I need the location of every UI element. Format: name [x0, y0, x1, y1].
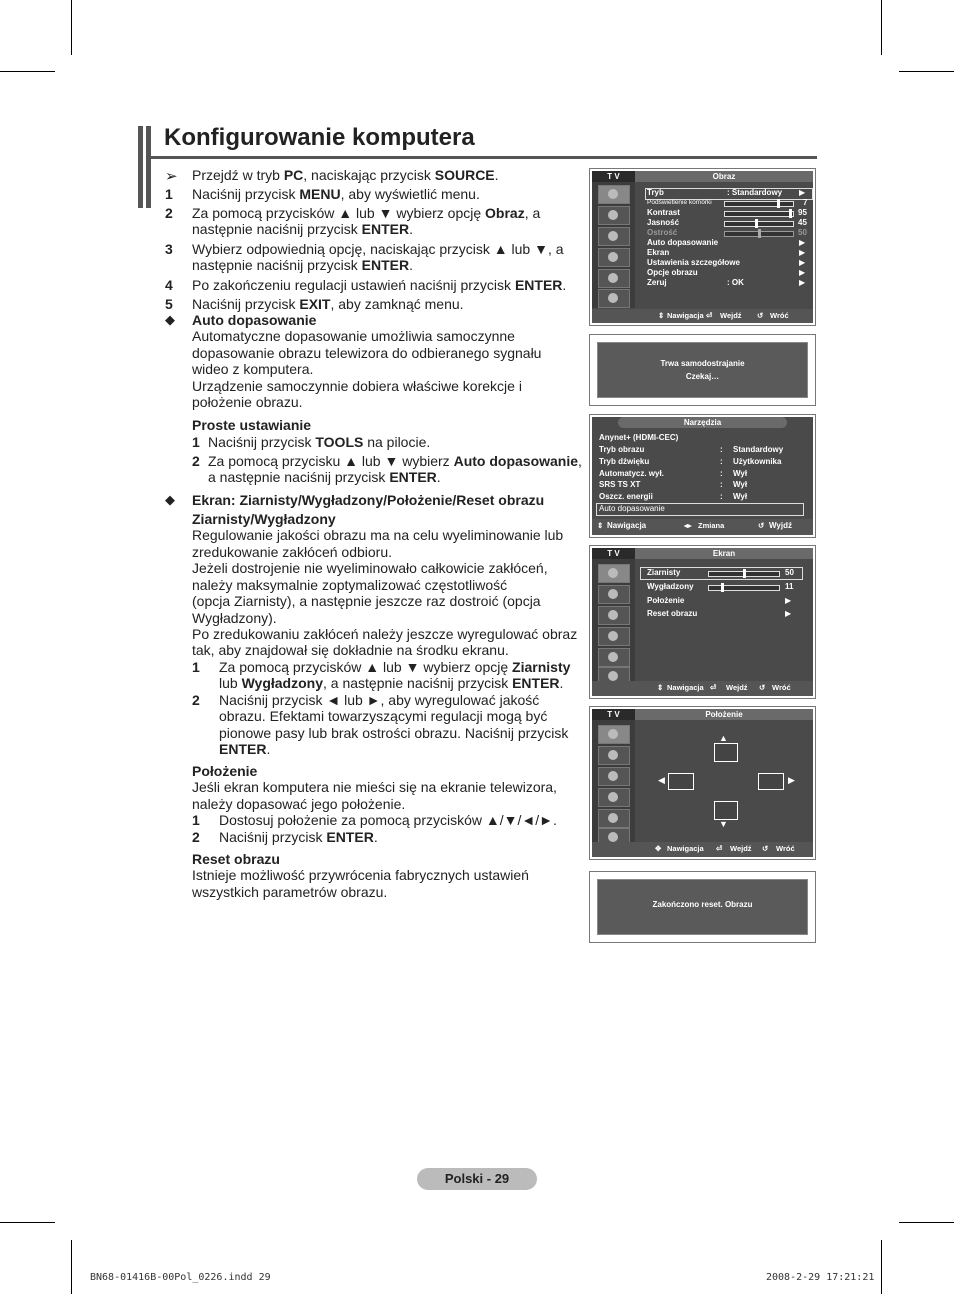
input-icon[interactable] — [598, 809, 630, 828]
menu-item-reset-value: : OK — [727, 278, 744, 287]
crop-mark — [0, 71, 55, 72]
arrow-right-icon[interactable]: ▶ — [788, 775, 795, 785]
step-3: następnie naciśnij przycisk ENTER. — [192, 257, 413, 273]
brightness-slider[interactable] — [724, 221, 794, 227]
picture-icon[interactable] — [598, 564, 630, 583]
input-icon[interactable] — [598, 648, 630, 667]
setup-icon[interactable] — [598, 627, 630, 646]
osd-screen-menu — [589, 545, 816, 699]
file-info: BN68-01416B-00Pol_0226.indd 29 — [90, 1272, 271, 1283]
crop-mark — [0, 1222, 55, 1223]
step-number: 1 — [192, 659, 200, 675]
tv-label: T V — [592, 171, 635, 182]
intro-line: Przejdź w tryb PC, naciskając przycisk SOURCE. — [192, 167, 499, 183]
position-step-2: Naciśnij przycisk ENTER. — [219, 829, 378, 845]
print-timestamp: 2008-2-29 17:21:21 — [766, 1272, 875, 1283]
arrow-right-icon: ▶ — [785, 609, 792, 618]
slider-knob[interactable] — [789, 209, 792, 218]
menu-item-screen[interactable]: Ekran — [647, 248, 670, 257]
diamond-bullet-icon: ◆ — [165, 492, 175, 507]
enter-icon: ⏎ — [710, 683, 717, 692]
return-icon: ↺ — [758, 521, 765, 530]
step-number: 1 — [192, 434, 200, 450]
contrast-value: 95 — [798, 208, 807, 217]
grain-step-2: obrazu. Efektami towarzyszącymi regulacji mogą być — [219, 708, 548, 724]
return-icon: ↺ — [757, 311, 764, 320]
coarse-value: 50 — [785, 568, 794, 577]
arrow-right-icon: ▶ — [799, 268, 806, 277]
tools-value: Użytkownika — [733, 457, 782, 466]
menu-item-position[interactable]: Położenie — [647, 596, 685, 605]
position-step-1: Dostosuj położenie za pomocą przycisków ▲/▼/◄/►. — [219, 812, 557, 828]
grain-step-2: Naciśnij przycisk ◄ lub ►, aby wyregulować jakość — [219, 692, 540, 708]
paragraph-line: tak, aby znajdował się dokładnie na środku ekranu. — [192, 642, 509, 658]
grain-step-1: Za pomocą przycisków ▲ lub ▼ wybierz opcję Ziarnisty — [219, 659, 571, 675]
footer-change: Zmiana — [698, 521, 725, 530]
osd-header: Narzędzia — [618, 417, 787, 428]
easy-step-2: Za pomocą przycisku ▲ lub ▼ wybierz Auto dopasowanie, — [208, 453, 582, 469]
sub-heading: Położenie — [192, 763, 258, 779]
footer-back: Wróć — [776, 844, 795, 853]
sub-heading: Proste ustawianie — [192, 417, 312, 433]
fine-slider[interactable] — [708, 585, 780, 591]
step-number: 5 — [165, 296, 173, 312]
arrow-right-icon: ▶ — [799, 278, 806, 287]
footer-nav: Nawigacja — [667, 683, 704, 692]
position-right-box — [758, 773, 784, 790]
menu-item-mode-value: : Standardowy — [727, 188, 783, 197]
osd-footer — [592, 519, 813, 535]
step-2: następnie naciśnij przycisk ENTER. — [192, 221, 413, 237]
tools-item-auto-adjust[interactable]: Auto dopasowanie — [599, 504, 665, 513]
footer-nav: Nawigacja — [667, 311, 704, 320]
position-up-box — [714, 743, 738, 762]
step-1: Naciśnij przycisk MENU, aby wyświetlić menu. — [192, 186, 480, 202]
picture-icon[interactable] — [598, 185, 630, 204]
title-rule — [150, 156, 817, 159]
step-number: 2 — [165, 205, 173, 221]
tools-item-sound-mode[interactable]: Tryb dźwięku — [599, 457, 650, 466]
crop-mark — [899, 71, 954, 72]
slider-knob[interactable] — [743, 569, 746, 578]
paragraph-line: Istnieje możliwość przywrócenia fabrycznych ustawień — [192, 867, 529, 883]
osd-header: Położenie — [635, 709, 813, 720]
sound-icon[interactable] — [598, 585, 630, 604]
paragraph-line: dopasowanie obrazu telewizora do odbieranego sygnału — [192, 345, 542, 361]
return-icon: ↺ — [759, 683, 766, 692]
slider-knob[interactable] — [755, 219, 758, 228]
move-icon: ✥ — [655, 844, 662, 853]
diamond-bullet-icon: ◆ — [165, 312, 175, 327]
paragraph-line: Wygładzony). — [192, 610, 277, 626]
paragraph-line: Jeżeli dostrojenie nie wyeliminowało całkowicie zakłóceń, — [192, 560, 548, 576]
menu-item-contrast[interactable]: Kontrast — [647, 208, 680, 217]
tv-label: T V — [592, 709, 635, 720]
menu-item-brightness[interactable]: Jasność — [647, 218, 680, 227]
grain-step-1: lub Wygładzony, a następnie naciśnij przycisk ENTER. — [219, 675, 564, 691]
updown-icon: ⇕ — [657, 683, 664, 692]
paragraph-line: (opcja Ziarnisty), a następnie jeszcze raz dostroić (opcja — [192, 593, 541, 609]
tools-value: Wył — [733, 469, 748, 478]
tools-item-picture-mode[interactable]: Tryb obrazu — [599, 445, 645, 454]
step-4: Po zakończeniu regulacji ustawień naciśnij przycisk ENTER. — [192, 277, 567, 293]
tools-value: Wył — [733, 492, 748, 501]
osd-picture-menu — [589, 168, 816, 326]
crop-mark — [71, 1240, 72, 1294]
input-icon[interactable] — [598, 269, 630, 288]
arrow-up-icon[interactable]: ▲ — [719, 733, 728, 743]
fine-value: 11 — [785, 582, 794, 591]
footer-enter: Wejdź — [730, 844, 752, 853]
step-number: 2 — [192, 453, 200, 469]
setup-icon[interactable] — [598, 788, 630, 807]
paragraph-line: położenie obrazu. — [192, 394, 303, 410]
menu-item-detailed-settings[interactable]: Ustawienia szczegółowe — [647, 258, 740, 267]
paragraph-line: Regulowanie jakości obrazu ma na celu wyeliminowanie lub — [192, 527, 564, 543]
step-number: 3 — [165, 241, 173, 257]
arrow-down-icon[interactable]: ▼ — [719, 819, 728, 829]
osd-footer — [592, 681, 813, 696]
tools-item-anynet[interactable]: Anynet+ (HDMI-CEC) — [599, 433, 679, 442]
sub-heading: Ziarnisty/Wygładzony — [192, 511, 336, 527]
arrow-right-icon: ▶ — [799, 258, 806, 267]
paragraph-line: wszystkich parametrów obrazu. — [192, 884, 388, 900]
section-heading: Auto dopasowanie — [192, 312, 317, 328]
osd-sidebar — [592, 559, 635, 682]
application-icon[interactable] — [598, 289, 630, 308]
paragraph-line: Urządzenie samoczynnie dobiera właściwe korekcje i — [192, 378, 522, 394]
osd-tools-menu — [589, 414, 816, 538]
footer-nav: Nawigacja — [667, 844, 704, 853]
channel-icon[interactable] — [598, 227, 630, 246]
paragraph-line: należy dopasować jego położenie. — [192, 796, 406, 812]
separator: : — [720, 469, 723, 478]
separator: : — [720, 457, 723, 466]
section-heading: Ekran: Ziarnisty/Wygładzony/Położenie/Reset obrazu — [192, 492, 545, 508]
arrow-right-icon: ▶ — [785, 596, 792, 605]
step-number: 2 — [192, 692, 200, 708]
step-5: Naciśnij przycisk EXIT, aby zamknąć menu. — [192, 296, 464, 312]
updown-icon: ⇕ — [597, 521, 604, 530]
crop-mark — [71, 0, 72, 55]
paragraph-line: Jeśli ekran komputera nie mieści się na ekranie telewizora, — [192, 779, 557, 795]
osd-auto-adjust-message — [589, 334, 816, 406]
osd-reset-message — [589, 871, 816, 943]
sharpness-value: 50 — [798, 228, 807, 237]
paragraph-line: Automatyczne dopasowanie umożliwia samoczynne — [192, 328, 515, 344]
page-title: Konfigurowanie komputera — [164, 124, 475, 151]
sound-icon[interactable] — [598, 746, 630, 765]
osd-header: Obraz — [635, 171, 813, 182]
menu-item-mode[interactable]: Tryb — [647, 188, 664, 197]
enter-icon: ⏎ — [716, 844, 723, 853]
tools-item-srs[interactable]: SRS TS XT — [599, 480, 641, 489]
coarse-slider[interactable] — [708, 571, 780, 577]
step-number: 1 — [165, 186, 173, 202]
osd-sidebar — [592, 720, 635, 843]
arrow-right-icon: ▶ — [799, 238, 806, 247]
separator: : — [720, 445, 723, 454]
page-number-badge: Polski - 29 — [417, 1168, 537, 1190]
separator: : — [720, 480, 723, 489]
osd-footer — [592, 842, 813, 857]
backlight-value: 7 — [803, 198, 808, 207]
footer-nav: Nawigacja — [607, 521, 647, 530]
menu-item-image-reset[interactable]: Reset obrazu — [647, 609, 698, 618]
slider-knob[interactable] — [777, 199, 780, 208]
tools-value: Standardowy — [733, 445, 784, 454]
picture-icon[interactable] — [598, 725, 630, 744]
footer-back: Wróć — [772, 683, 791, 692]
menu-item-coarse[interactable]: Ziarnisty — [647, 568, 681, 577]
tools-item-auto-off[interactable]: Automatycz. wył. — [599, 469, 664, 478]
arrow-icon: ➢ — [165, 168, 178, 185]
step-number: 4 — [165, 277, 173, 293]
crop-mark — [881, 1240, 882, 1294]
brightness-value: 45 — [798, 218, 807, 227]
crop-mark — [881, 0, 882, 55]
leftright-icon: ◂▸ — [684, 521, 692, 530]
paragraph-line: wideo z komputera. — [192, 361, 314, 377]
paragraph-line: należy maksymalnie zoptymalizować częstotliwość — [192, 577, 508, 593]
easy-step-2: a następnie naciśnij przycisk ENTER. — [208, 469, 441, 485]
message-line: Zakończono reset. Obrazu — [652, 900, 753, 909]
tools-item-energy[interactable]: Oszcz. energii — [599, 492, 653, 501]
position-down-box — [714, 801, 738, 820]
osd-footer — [592, 309, 813, 323]
footer-enter: Wejdź — [720, 311, 742, 320]
crop-mark — [899, 1222, 954, 1223]
footer-exit: Wyjdź — [769, 521, 792, 530]
return-icon: ↺ — [762, 844, 769, 853]
paragraph-line: zredukowanie zakłóceń odbioru. — [192, 544, 393, 560]
osd-position-menu — [589, 706, 816, 860]
footer-enter: Wejdź — [726, 683, 748, 692]
menu-item-picture-options[interactable]: Opcje obrazu — [647, 268, 698, 277]
channel-icon[interactable] — [598, 767, 630, 786]
enter-icon: ⏎ — [706, 311, 713, 320]
message-line: Czekaj… — [685, 372, 720, 381]
footer-back: Wróć — [770, 311, 789, 320]
easy-step-1: Naciśnij przycisk TOOLS na pilocie. — [208, 434, 431, 450]
menu-item-reset[interactable]: Zeruj — [647, 278, 667, 287]
sub-heading: Reset obrazu — [192, 851, 280, 867]
arrow-right-icon: ▶ — [799, 248, 806, 257]
step-number: 2 — [192, 829, 200, 845]
osd-sidebar — [592, 182, 635, 308]
arrow-right-icon: ▶ — [799, 188, 806, 197]
updown-icon: ⇕ — [658, 311, 665, 320]
osd-header: Ekran — [635, 548, 813, 559]
step-number: 1 — [192, 812, 200, 828]
tv-label: T V — [592, 548, 635, 559]
paragraph-line: Po zredukowaniu zakłóceń należy jeszcze wyregulować obraz — [192, 626, 578, 642]
step-2: Za pomocą przycisków ▲ lub ▼ wybierz opcję Obraz, a — [192, 205, 541, 221]
step-3: Wybierz odpowiednią opcję, naciskając przycisk ▲ lub ▼, a — [192, 241, 564, 257]
contrast-slider[interactable] — [724, 211, 794, 217]
setup-icon[interactable] — [598, 248, 630, 267]
sound-icon[interactable] — [598, 206, 630, 225]
title-decoration — [146, 126, 151, 208]
slider-knob[interactable] — [758, 229, 761, 238]
slider-knob[interactable] — [721, 583, 724, 592]
menu-item-sharpness[interactable]: Ostrość — [647, 228, 678, 237]
sharpness-slider[interactable] — [724, 231, 794, 237]
arrow-left-icon[interactable]: ◀ — [658, 775, 665, 785]
channel-icon[interactable] — [598, 606, 630, 625]
position-left-box — [668, 773, 694, 790]
menu-item-auto-adjust[interactable]: Auto dopasowanie — [647, 238, 719, 247]
menu-item-backlight[interactable]: Podświetlenie komórki — [647, 199, 712, 206]
backlight-slider[interactable] — [724, 201, 794, 207]
separator: : — [720, 492, 723, 501]
tools-value: Wył — [733, 480, 748, 489]
menu-item-fine[interactable]: Wygładzony — [647, 582, 694, 591]
title-decoration — [138, 126, 143, 208]
message-line: Trwa samodostrajanie — [660, 359, 745, 368]
grain-step-2: ENTER. — [219, 741, 271, 757]
grain-step-2: pionowe pasy lub brak ostrości obrazu. Naciśnij przycisk — [219, 725, 569, 741]
